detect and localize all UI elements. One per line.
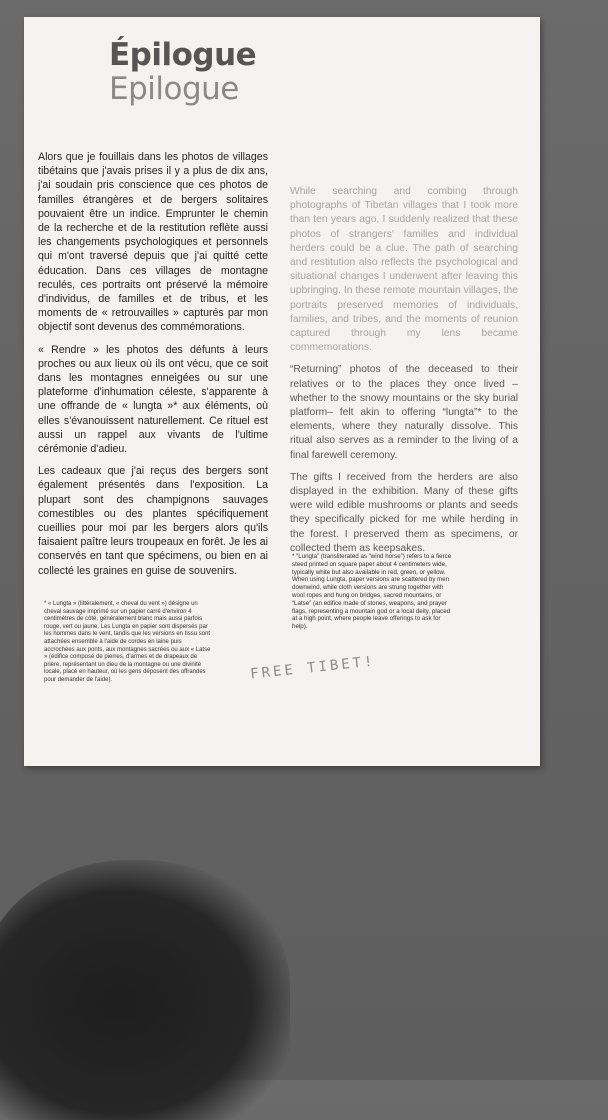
graffiti-handwriting: FREE TIBET! [249, 653, 377, 683]
french-text-column [38, 150, 268, 586]
exhibition-panel [24, 17, 540, 766]
en-paragraph: While searching and combing through photographs of Tibetan villages that I took more than ten years ago, I suddenly realized that these photos of strangers' families and individual herders could be a clue. The path of searching and restitution also reflects the psychological and situational changes I underwent after leaving this upbringing. In these remote mountain villages, the portraits preserved memories of individuals, families, and tribes, and the moments of reunion captured through my lens became commemorations. [290, 186, 518, 354]
en-paragraph: The gifts I received from the herders are also displayed in the exhibition. Many of these gifts were wild edible mushrooms or plants and seeds they specifically picked for me while herding in the forest. I preserved them as specimens, or collected them as keepsakes. [290, 471, 518, 554]
footnote-french: * « Lungta » (littéralement, « cheval du vent ») désigne un cheval sauvage imprimé sur un papier carré d'environ 4 centimètres de côté, généralement blanc mais aussi parfois rouge, vert ou jaune. Les Lungta en papier sont dispersés par les hommes dans le vent, tandis que les versions en tissu sont attachées ensemble à l'aide de cordes en laine puis accrochées aux ponts, aux montagnes sacrées ou aux « Latse » (édifice composé de pierres, d'armes et de drapeaux de prière, représentant un dieu de la montagne ou une divinité locale, placé en hauteur, où les gens déposent des offrandes pour demander de l'aide). [44, 601, 211, 683]
footnote-english: * “Lungta” (transliterated as “wind horse”) refers to a fierce steed printed on square paper about 4 centimeters wide, typically white but also available in red, green, or yellow. When using Lungta, paper versions are scattered by men downwind, while cloth versions are strung together with wool ropes and hung on bridges, sacred mountains, or “Latse” (an edifice made of stones, weapons, and prayer flags, representing a mountain god or a local deity, placed at a high point, where people leave offerings to ask for help). [292, 553, 452, 631]
title-english: Epilogue [109, 71, 239, 107]
title-french: Épilogue [109, 37, 257, 73]
fr-paragraph: Les cadeaux que j'ai reçus des bergers sont également présentés dans l'exposition. La plupart sont des champignons sauvages comestibles ou des plantes spécifiquement cueillies pour moi par les bergers alors qu'ils faisaient paître leurs troupeaux en forêt. Je les ai conservés en tant que spécimens, ou bien en ai collecté les graines en guise de souvenirs. [38, 465, 268, 577]
english-text-column [290, 185, 518, 564]
photographer-shadow [0, 860, 290, 1120]
fr-paragraph: Alors que je fouillais dans les photos de villages tibétains que j'avais prises il y a plus de dix ans, j'ai soudain pris conscience que ces photos de familles étrangères et de bergers solitaires pouvaient être un indice. Emprunter le chemin de la recherche et de la restitution reflète aussi les changements psychologiques et personnels qui m'ont traversé depuis que j'ai quitté cette éducation. Dans ces villages de montagne reculés, ces portraits ont préservé la mémoire d'individus, de familles et de tribus, et les moments de « retrouvailles » capturés par mon objectif sont devenus des commémorations. [38, 151, 268, 334]
fr-paragraph: « Rendre » les photos des défunts à leurs proches ou aux lieux où ils ont vécu, que ce soit dans les montagnes enneigées ou sur une plateforme d'inhumation céleste, s'apparente à une offrande de « lungta »* aux éléments, où elles s'évanouissent naturellement. Ce rituel est aussi un rappel aux vivants de l'ultime cérémonie d'adieu. [38, 343, 268, 456]
en-paragraph: “Returning” photos of the deceased to their relatives or to the places they once lived –whether to the snowy mountains or the sky burial platform– felt akin to offering “lungta”* to the elements, where they naturally dissolve. This ritual also serves as a reminder to the living of a final farewell ceremony. [290, 364, 518, 461]
